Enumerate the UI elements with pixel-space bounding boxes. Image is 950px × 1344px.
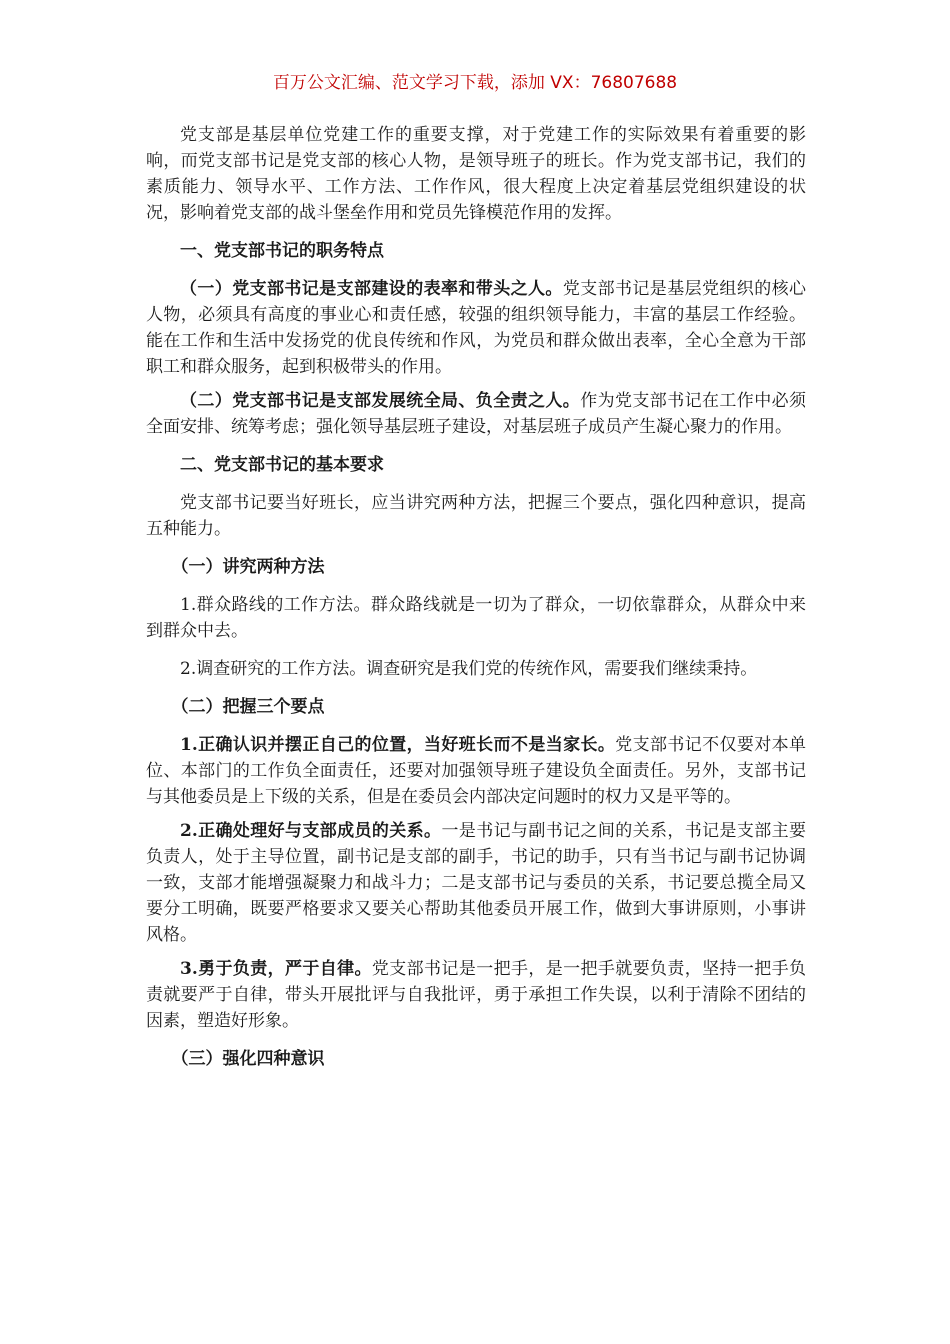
paragraph-body: 党支部书记是基层党组织的核心人物，必须具有高度的事业心和责任感，较强的组织领导能力，丰富的基层工作经验。能在工作和生活中发扬党的优良传统和作风，为党员和群众做出表率，全心全意为干部职工和群众服务，起到积极带头的作用。 xyxy=(146,279,807,377)
section-heading-1: 一、党支部书记的职务特点 xyxy=(180,241,384,261)
paragraph-body: 作为党支部书记在工作中必须全面安排、统筹考虑；强化领导基层班子建设，对基层班子成员产生凝心聚力的作用。 xyxy=(146,391,807,437)
section-2-intro: 党支部书记要当好班长，应当讲究两种方法，把握三个要点，强化四种意识，提高五种能力。 xyxy=(146,493,806,539)
paragraph-body: 党支部书记是一把手，是一把手就要负责，坚持一把手负责就要严于自律，带头开展批评与自我批评，勇于承担工作失误，以利于清除不团结的因素，塑造好形象。 xyxy=(146,959,807,1031)
paragraph-1-1 xyxy=(146,276,806,380)
subsection-heading-2-3: （三）强化四种意识 xyxy=(171,1049,325,1069)
paragraph-lead: （二）党支部书记是支部发展统全局、负全责之人。 xyxy=(180,391,581,411)
watermark-header: 百万公文汇编、范文学习下载，添加 VX：76807688 xyxy=(272,73,678,93)
paragraph-2-2-1 xyxy=(146,732,806,810)
list-item: 1.群众路线的工作方法。群众路线就是一切为了群众，一切依靠群众，从群众中来到群众中去。 xyxy=(146,595,806,641)
paragraph-2-2-2 xyxy=(146,818,806,948)
paragraph-lead: 3.勇于负责，严于自律。 xyxy=(180,959,372,979)
paragraph-2-2-3 xyxy=(146,956,806,1034)
paragraph-body: 一是书记与副书记之间的关系，书记是支部主要负责人，处于主导位置，副书记是支部的副手，书记的助手，只有当书记与副书记协调一致，支部才能增强凝聚力和战斗力；二是支部书记与委员的关系，书记要总揽全局又要分工明确，既要严格要求又要关心帮助其他委员开展工作，做到大事讲原则，小事讲风格。 xyxy=(146,821,807,945)
intro-paragraph: 党支部是基层单位党建工作的重要支撑，对于党建工作的实际效果有着重要的影响，而党支部书记是党支部的核心人物，是领导班子的班长。作为党支部书记，我们的素质能力、领导水平、工作方法、工作作风，很大程度上决定着基层党组织建设的状况，影响着党支部的战斗堡垒作用和党员先锋模范作用的发挥。 xyxy=(146,125,806,223)
subsection-heading-2-1: （一）讲究两种方法 xyxy=(171,557,325,577)
paragraph-1-2 xyxy=(146,388,806,440)
list-item: 2.调查研究的工作方法。调查研究是我们党的传统作风，需要我们继续秉持。 xyxy=(180,659,758,679)
paragraph-body: 党支部书记不仅要对本单位、本部门的工作负全面责任，还要对加强领导班子建设负全面责任。另外，支部书记与其他委员是上下级的关系，但是在委员会内部决定问题时的权力又是平等的。 xyxy=(146,735,807,807)
section-heading-2: 二、党支部书记的基本要求 xyxy=(180,455,384,475)
paragraph-lead: （一）党支部书记是支部建设的表率和带头之人。 xyxy=(180,279,563,299)
paragraph-lead: 2.正确处理好与支部成员的关系。 xyxy=(180,821,442,841)
document-body xyxy=(146,122,806,1080)
subsection-heading-2-2: （二）把握三个要点 xyxy=(171,697,325,717)
paragraph-lead: 1.正确认识并摆正自己的位置，当好班长而不是当家长。 xyxy=(180,735,616,755)
